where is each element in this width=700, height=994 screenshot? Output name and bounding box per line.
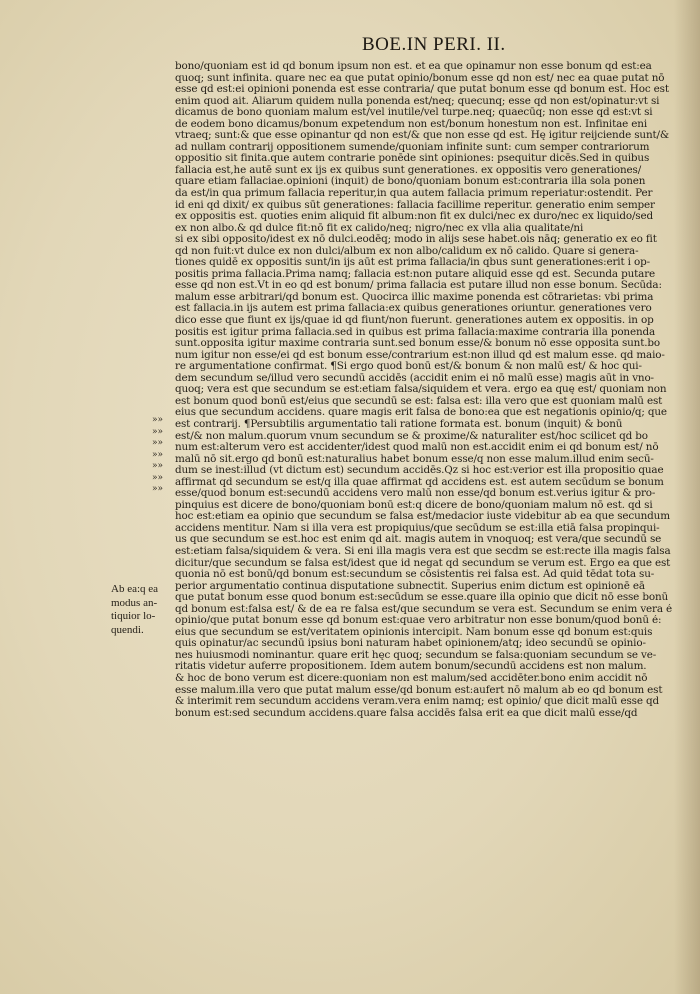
text-line: si ex sibi opposito/idest ex nō dulci.eodēq; modo in alijs sese habet.ois nāq; generatio ex eo fit [175, 234, 657, 246]
main-text-block [175, 61, 673, 719]
text-line: nes huiusmodi nominantur. quare erit hęc quoq; secundum se falsa:quoniam secundum se ve- [175, 649, 657, 661]
marginal-note-line: tiquior lo- [111, 610, 156, 622]
text-line: re argumentatione confirmat. ¶Si ergo quod bonū est/& bonum & non malū est/ & hoc qui- [175, 361, 642, 373]
text-line: enim quod ait. Aliarum quidem nulla ponenda est/neq; quecunq; esse qd non est/opinatur:vt si [175, 95, 660, 107]
text-line: oppositio sit finita.que autem contrarie ponēde sint opiniones: psequitur dicēs.Sed in quibus [175, 153, 650, 165]
text-line: id eni qd dixit/ ex quibus sūt generationes: fallacia facillime reperitur. generatio enim semper [175, 199, 655, 211]
text-line: vtraeq; sunt:& que esse opinantur qd non est/& que non esse qd est. Hę igitur reijciende sunt/& [175, 130, 669, 142]
quotation-marker: »» [152, 438, 164, 449]
text-line: dum se inest:illud (vt dictum est) secundum accidēs.Qz si hoc est:verior est illa propositio quae [175, 465, 664, 477]
text-line: eius que secundum accidens. quare magis erit falsa de bono:ea que est negationis opinio/q; que [175, 407, 667, 419]
text-line: & hoc de bono verum est dicere:quoniam non est malum/sed accidēter.bono enim accidit nō [175, 672, 648, 684]
text-line: est fallacia.in ijs autem est prima fallacia:ex quibus generationes oriuntur. generationes vero [175, 303, 652, 315]
text-line: esse/quod bonum est:secundū accidens vero malū non esse/qd bonum est.verius igitur & pro- [175, 488, 656, 500]
text-line: tiones quidē ex oppositis sunt/in ijs aūt est prima fallacia/in qbus sunt generationes:erit i op- [175, 257, 650, 269]
marginal-note [111, 583, 173, 637]
text-line: est bonum quod bonū est/eius que secundū se est: falsa est: illa vero que est quoniam malū est [175, 395, 663, 407]
text-line: qd bonum est:falsa est/ & de ea re falsa est/que secundum se vera est. Secundum se enim vera é [175, 603, 673, 615]
text-line: dicitur/que secundum se falsa est/idest que id negat qd secundum se verum est. Ergo ea que est [175, 557, 671, 569]
text-line: quonia nō est bonū/qd bonum est:secundum se cōsistentis rei falsa est. Ad quid tēdat tota su- [175, 569, 655, 581]
text-line: fallacia est,he autē sunt ex ijs ex quibus sunt generationes. ex oppositis vero generationes/ [175, 164, 642, 176]
text-line: quare etiam fallaciae.opinioni (inquit) de bono/quoniam bonum est:contraria illa sola ponen [175, 176, 646, 188]
marginal-note-line: modus an- [111, 596, 158, 609]
text-line: quis opinatur/ac secundū ipsius boni naturam habet opinionem/atq; ideo secundū se opinio- [175, 638, 646, 650]
marginal-note-line: quendi. [111, 623, 144, 636]
text-line: ex oppositis est. quoties enim aliquid fit album:non fit ex dulci/nec ex duro/nec ex liquido/sed [175, 211, 653, 223]
text-line: esse malum.illa vero que putat malum esse/qd bonum est:aufert nō malum ab eo qd bonum est [175, 684, 663, 696]
text-line: est/& non malum.quorum vnum secundum se & proxime/& naturaliter est/hoc scilicet qd bo [175, 430, 648, 442]
quotation-marker: »» [152, 449, 164, 460]
quotation-markers [152, 415, 172, 496]
text-line: perior argumentatio continua disputatione subnectit. Superius enim dictum est opinionē eā [175, 580, 645, 592]
text-line: num est:alterum vero est accidenter/idest quod malū non est.accidit enim ei qd bonum est/ nō [175, 442, 659, 454]
quotation-marker: »» [152, 472, 164, 483]
running-head: BOE.IN PERI. II. [362, 34, 506, 55]
text-line: dicamus de bono quoniam malum est/vel inutile/vel turpe.neq; quaecūq; non esse qd est:vt si [175, 107, 653, 119]
text-line: positis est igitur prima fallacia.sed in quibus est prima fallacia:maxime contraria illa ponenda [175, 326, 656, 338]
text-line: malū nō sit.ergo qd bonū est:naturalius habet bonum esse/q non esse malum.illud enim secū- [175, 453, 654, 465]
quotation-marker: »» [152, 415, 164, 425]
text-line: malum esse arbitrari/qd bonum est. Quocirca illic maxime ponenda est cōtrarietas: vbi prima [175, 291, 654, 303]
text-line: & interimit rem secundum accidens veram.vera enim namq; est opinio/ que dicit malū esse qd [175, 696, 660, 708]
text-line: eius que secundum se est/veritatem opinionis intercipit. Nam bonum esse qd bonum est:quis [175, 626, 653, 638]
text-line: ad nullam contrarij oppositionem sumende/quoniam infinite sunt: cum semper contrariorum [175, 141, 650, 153]
marginal-note-line: Ab ea:q ea [111, 583, 159, 595]
text-line: positis prima fallacia.Prima namq; fallacia est:non putare aliquid esse qd est. Secunda putare [175, 268, 656, 280]
text-line: esse qd est:ei opinioni ponenda est esse contraria/ que putat bonum esse qd bonum est. Hoc est [175, 84, 669, 96]
text-line: accidens mentitur. Nam si illa vera est propiquius/que secūdum se est:illa etiā falsa propinqui- [175, 522, 660, 534]
text-line: opinio/que putat bonum esse qd bonum est:quae vero arbitratur non esse bonum/quod bonū é: [175, 615, 662, 627]
text-line: hoc est:etiam ea opinio que secundum se falsa est/medacior iuste videbitur ab ea que secundum [175, 511, 670, 523]
text-line: quoq; sunt infinita. quare nec ea que putat opinio/bonum esse qd non est/ nec ea quae putat nō [175, 72, 665, 84]
text-line: da est/in qua primum fallacia reperitur,in qua autem fallacia primum reperiatur:ostendit. Per [175, 188, 653, 200]
quotation-marker: »» [152, 484, 164, 495]
text-line: ritatis videtur auferre propositionem. Idem autem bonum/secundū accidens est non malum. [175, 661, 647, 673]
text-line: esse qd non est.Vt in eo qd est bonum/ prima fallacia est putare illud non esse bonum. Secūda: [175, 280, 662, 292]
text-line: pinquius est dicere de bono/quoniam bonū est:q dicere de bono/quoniam malum nō est. qd si [175, 499, 653, 511]
text-line: bono/quoniam est id qd bonum ipsum non est. et ea que opinamur non esse bonum qd est:ea [175, 61, 652, 72]
quotation-marker: »» [152, 461, 164, 472]
text-line: num igitur non esse/ei qd est bonum esse/contrarium est:non illud qd est malum esse. qd maio- [175, 349, 665, 361]
text-line: est contrarij. ¶Persubtilis argumentatio tali ratione formata est. bonum (inquit) & bonū [175, 418, 623, 430]
quotation-marker: »» [152, 426, 164, 437]
text-line: que putat bonum esse quod bonum est:secūdum se esse.quare illa opinio que dicit nō esse bonū [175, 592, 669, 604]
text-line: dico esse que fiunt ex ijs/quae id qd fiunt/non fuerunt. generationes autem ex oppositis. in op [175, 315, 654, 327]
text-line: quoq; vera est que secundum se est:etiam falsa/siquidem et vera. ergo ea quę est/ quoniam non [175, 384, 667, 396]
text-line: qd non fuit:vt dulce ex non dulci/album ex non albo/calidum ex nō calido. Quare si genera- [175, 245, 639, 257]
page-edge-shadow [674, 0, 700, 994]
text-line: est:etiam falsa/siquidem & vera. Si eni illa magis vera est que secdm se est:recte illa magis falsa [175, 545, 671, 557]
text-line: dem secundum se/illud vero secundū accidēs (accidit enim ei nō malū esse) magis aūt in vno- [175, 372, 654, 384]
text-line: ex non albo.& qd dulce fit:nō fit ex calido/neq; nigro/nec ex vlla alia qualitate/ni [175, 222, 584, 234]
text-line: us que secundum se est.hoc est enim qd ait. magis autem in vnoquoq; est vera/que secundū se [175, 534, 662, 546]
text-line: sunt.opposita igitur maxime contraria sunt.sed bonum esse/& bonum nō esse opposita sunt.bo [175, 338, 661, 350]
text-line: bonum est:sed secundum accidens.quare falsa accidēs falsa erit ea que dicit malū esse/qd [175, 707, 638, 719]
text-line: affirmat qd secundum se est/q illa quae affirmat qd accidens est. est autem secūdum se bonum [175, 476, 664, 488]
text-line: de eodem bono dicamus/bonum expetendum non est/bonum honestum non est. Infinitae eni [175, 118, 648, 130]
